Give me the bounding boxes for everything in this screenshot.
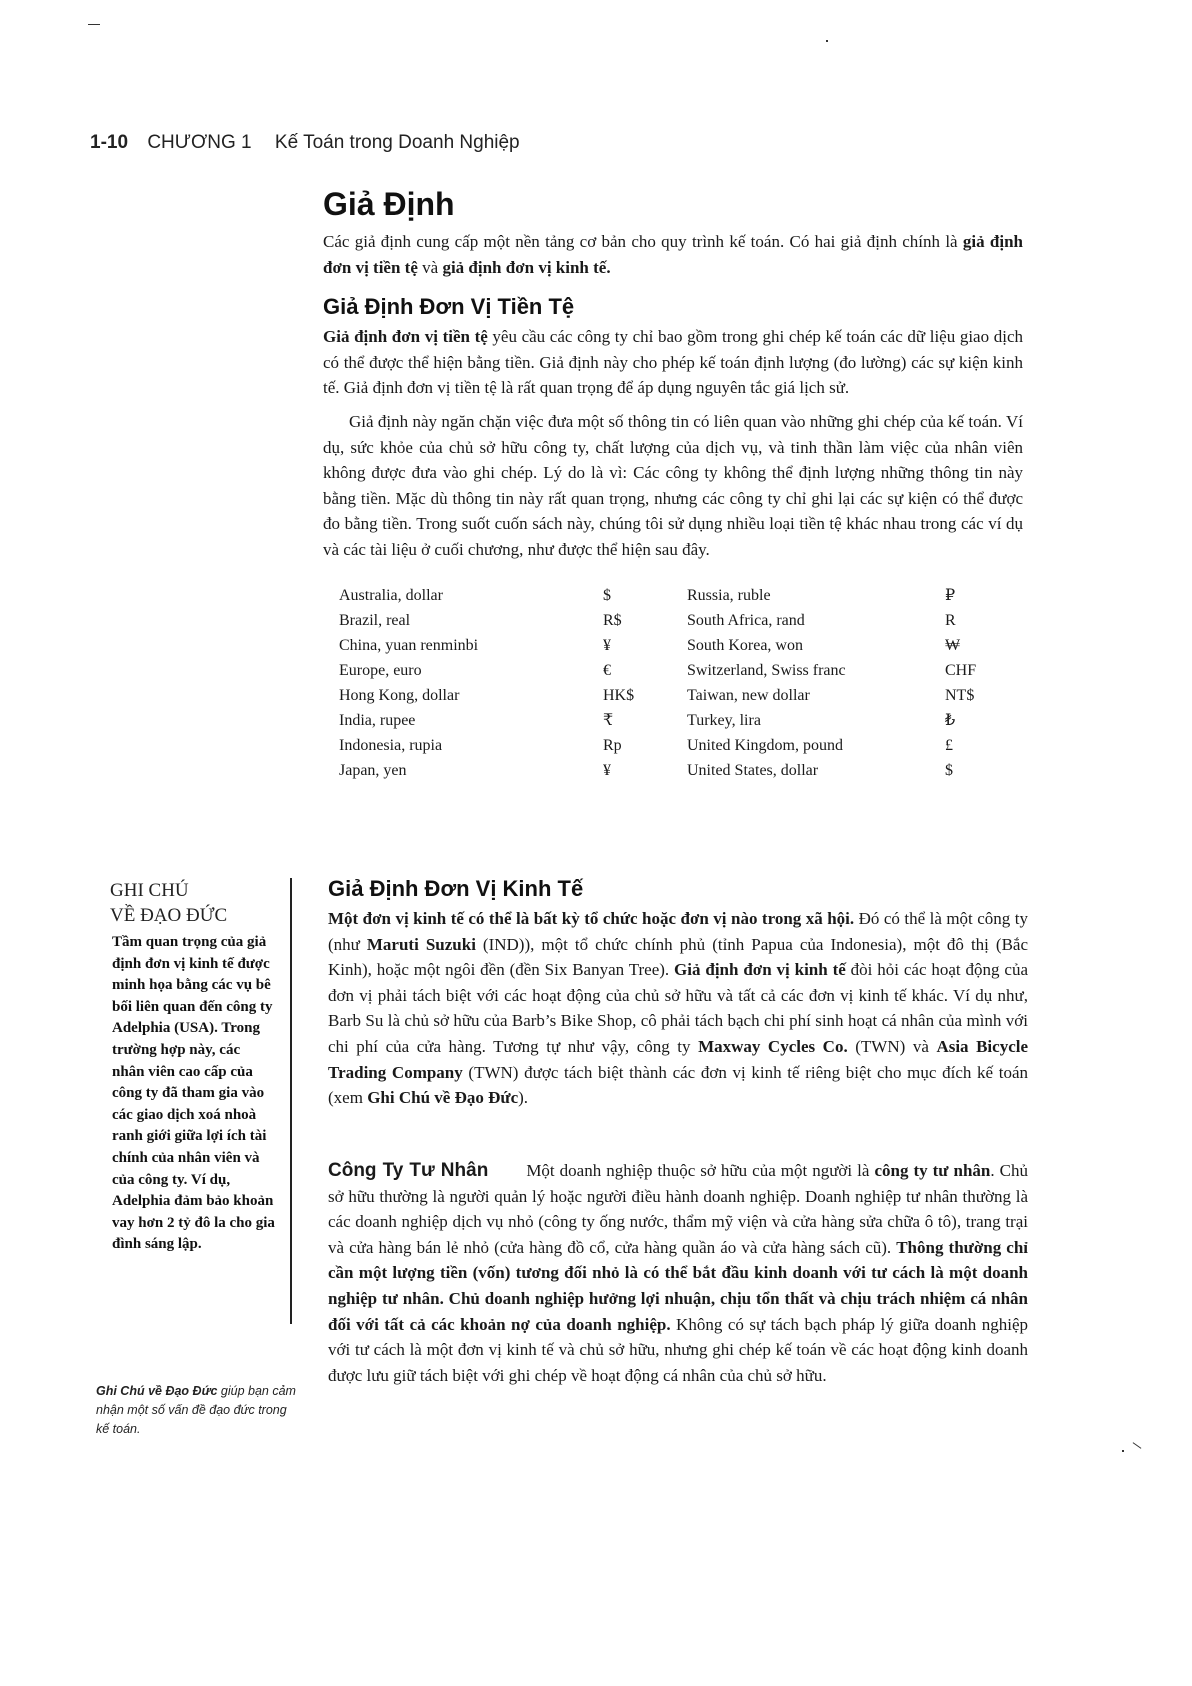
monetary-paragraph-1: Giả định đơn vị tiền tệ yêu cầu các công ty chỉ bao gồm trong ghi chép kế toán các dữ liệu giao dịch có thể được thể hiện bằng tiền. Giả định này cho phép kế toán định lượng (đo lường) các sự kiện kinh tế. Giả định đơn vị tiền tệ là rất quan trọng để áp dụng nguyên tắc giá lịch sử. bbox=[323, 327, 1023, 398]
currency-row bbox=[339, 633, 999, 658]
currency-symbol: R$ bbox=[603, 611, 622, 629]
chapter-title: Kế Toán trong Doanh Nghiệp bbox=[274, 132, 520, 153]
currency-country: Japan, yen bbox=[339, 761, 407, 779]
currency-symbol: € bbox=[603, 661, 611, 679]
currency-symbol: Rp bbox=[603, 736, 622, 754]
currency-country: Taiwan, new dollar bbox=[687, 686, 810, 704]
currency-country: Indonesia, rupia bbox=[339, 736, 443, 754]
scan-mark bbox=[88, 24, 100, 25]
currency-country: United Kingdom, pound bbox=[687, 736, 843, 754]
currency-country: Brazil, real bbox=[339, 611, 411, 629]
currency-symbol: ₽ bbox=[945, 586, 956, 604]
economic-paragraph: Một đơn vị kinh tế có thể là bất kỳ tổ chức hoặc đơn vị nào trong xã hội. Đó có thể là một công ty (như Maruti Suzuki (IND)), một tổ chức chính phủ (tỉnh Papua của Indonesia), một đô thị (Bắc Kinh), hoặc một ngôi đền (đền Six Banyan Tree). Giả định đơn vị kinh tế đòi hỏi các hoạt động của đơn vị phải tách biệt với các hoạt động của chủ sở hữu và tất cả các đơn vị kinh tế khác. Ví dụ như, Barb Su là chủ sở hữu của Barb’s Bike Shop, cô phải tách bạch chi phí sinh hoạt cá nhân của mình với chi phí của cửa hàng. Tương tự như vậy, công ty Maxway Cycles Co. (TWN) và Asia Bicycle Trading Company (TWN) được tách biệt thành các đơn vị kinh tế riêng biệt cho mục đích kế toán (xem Ghi Chú về Đạo Đức). bbox=[328, 909, 1029, 1108]
economic-entity-section bbox=[328, 876, 1028, 1111]
economic-heading: Giả Định Đơn Vị Kinh Tế bbox=[328, 876, 584, 901]
section-title: Giả Định bbox=[323, 186, 455, 222]
proprietorship-heading: Công Ty Tư Nhân bbox=[328, 1160, 489, 1181]
currency-symbol: R bbox=[945, 611, 956, 629]
ethics-note-sidebar bbox=[100, 878, 292, 1324]
page-number: 1-10 bbox=[90, 132, 129, 153]
currency-symbol: $ bbox=[945, 761, 953, 779]
currency-country: Turkey, lira bbox=[687, 711, 761, 729]
currency-symbol: £ bbox=[945, 736, 953, 754]
currency-country: Switzerland, Swiss franc bbox=[687, 661, 846, 679]
ethics-note-body: Tầm quan trọng của giả định đơn vị kinh tế được minh họa bằng các vụ bê bối liên quan đến công ty Adelphia (USA). Trong trường hợp này, các nhân viên cao cấp của công ty đã tham gia vào các giao dịch xoá nhoà ranh giới giữa lợi ích tài chính của nhân viên và của công ty. Ví dụ, Adelphia đảm bảo khoản vay hơn 2 tỷ đô la cho gia đình sáng lập. bbox=[112, 934, 275, 1253]
currency-row bbox=[339, 658, 999, 683]
currency-symbol: ¥ bbox=[603, 761, 611, 779]
currency-country: Hong Kong, dollar bbox=[339, 686, 460, 704]
currency-row bbox=[339, 683, 999, 708]
currency-symbol: $ bbox=[603, 586, 611, 604]
currency-country: India, rupee bbox=[339, 711, 416, 729]
currency-table bbox=[339, 583, 999, 783]
ethics-note-title: GHI CHÚ VỀ ĐẠO ĐỨC bbox=[110, 880, 228, 926]
main-content bbox=[323, 186, 1023, 783]
currency-row bbox=[339, 583, 999, 608]
currency-row bbox=[339, 708, 999, 733]
running-header bbox=[90, 132, 520, 154]
monetary-heading: Giả Định Đơn Vị Tiền Tệ bbox=[323, 294, 575, 320]
currency-country: Russia, ruble bbox=[687, 586, 771, 604]
intro-paragraph: Các giả định cung cấp một nền tảng cơ bản cho quy trình kế toán. Có hai giả định chính là giả định đơn vị tiền tệ và giả định đơn vị kinh tế. bbox=[323, 232, 1023, 277]
margin-note: Ghi Chú về Đạo Đức giúp bạn cảm nhận một số vấn đề đạo đức trong kế toán. bbox=[96, 1384, 296, 1436]
currency-symbol: ¥ bbox=[603, 636, 611, 654]
currency-row bbox=[339, 758, 999, 783]
currency-symbol: ₩ bbox=[945, 636, 961, 654]
chapter-label: CHƯƠNG 1 bbox=[147, 132, 252, 153]
currency-country: Australia, dollar bbox=[339, 586, 443, 604]
currency-symbol: CHF bbox=[945, 661, 977, 679]
proprietorship-paragraph: Công Ty Tư Nhân Một doanh nghiệp thuộc sở hữu của một người là công ty tư nhân. Chủ sở hữu thường là người quản lý hoặc người điều hành doanh nghiệp. Doanh nghiệp tư nhân thường là các doanh nghiệp dịch vụ nhỏ (công ty ống nước, thẩm mỹ viện và cửa hàng sửa chữa ô tô), trang trại và cửa hàng bán lẻ nhỏ (cửa hàng đồ cổ, cửa hàng quần áo và cửa hàng sách cũ). Thông thường chỉ cần một lượng tiền (vốn) tương đối nhỏ là có thể bắt đầu kinh doanh với tư cách là một doanh nghiệp tư nhân. Chủ doanh nghiệp hưởng lợi nhuận, chịu tổn thất và chịu trách nhiệm cá nhân đối với tất cả các khoản nợ của doanh nghiệp. Không có sự tách bạch pháp lý giữa doanh nghiệp với tư cách là một đơn vị kinh tế và chủ sở hữu, nhưng ghi chép kế toán về các hoạt động kinh doanh được lưu giữ tách biệt với ghi chép về hoạt động cá nhân của chủ sở hữu. bbox=[328, 1160, 1029, 1385]
currency-country: United States, dollar bbox=[687, 761, 819, 779]
currency-row bbox=[339, 733, 999, 758]
scan-mark bbox=[1133, 1442, 1142, 1449]
proprietorship-section bbox=[328, 1158, 1028, 1388]
currency-country: South Korea, won bbox=[687, 636, 803, 654]
currency-symbol: HK$ bbox=[603, 686, 635, 704]
currency-row bbox=[339, 608, 999, 633]
scan-mark bbox=[826, 40, 828, 42]
currency-symbol: ₹ bbox=[603, 711, 614, 729]
monetary-paragraph-2: Giả định này ngăn chặn việc đưa một số thông tin có liên quan vào những ghi chép của kế toán. Ví dụ, sức khỏe của chủ sở hữu công ty, chất lượng của dịch vụ, và tinh thần làm việc của nhân viên không được đưa vào ghi chép. Lý do là vì: Các công ty không thể định lượng những thông tin này bằng tiền. Mặc dù thông tin này rất quan trọng, nhưng các công ty chỉ ghi lại các sự kiện có thể được đo bằng tiền. Trong suốt cuốn sách này, chúng tôi sử dụng nhiều loại tiền tệ khác nhau trong các ví dụ và các tài liệu ở cuối chương, như được thể hiện sau đây. bbox=[323, 411, 1023, 559]
currency-country: South Africa, rand bbox=[687, 611, 805, 629]
currency-symbol: NT$ bbox=[945, 686, 975, 704]
currency-country: Europe, euro bbox=[339, 661, 422, 679]
currency-symbol: ₺ bbox=[945, 711, 956, 729]
scan-mark bbox=[1122, 1450, 1124, 1452]
currency-country: China, yuan renminbi bbox=[339, 636, 479, 654]
